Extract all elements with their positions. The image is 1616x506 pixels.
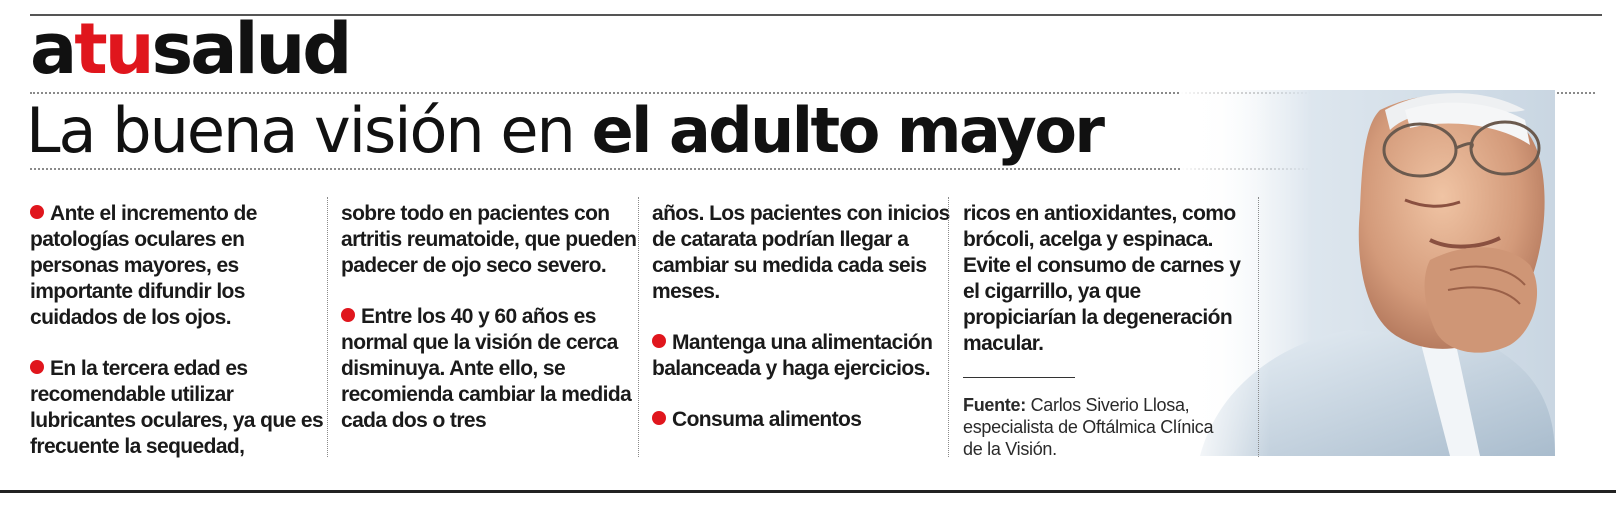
article-column-4 xyxy=(963,201,1253,382)
logo-suffix: salud xyxy=(151,8,350,90)
red-bullet-icon xyxy=(30,360,44,374)
column-separator xyxy=(638,197,639,457)
column-separator xyxy=(327,197,328,457)
column-separator xyxy=(1258,197,1259,457)
logo-prefix: a xyxy=(30,8,75,90)
paragraph xyxy=(652,407,952,433)
logo-accent: tu xyxy=(74,8,152,90)
source-label: Fuente: xyxy=(963,395,1026,415)
paragraph xyxy=(652,201,952,305)
paragraph-text: Consuma alimentos xyxy=(672,408,862,431)
section-logo xyxy=(30,8,350,90)
red-bullet-icon xyxy=(341,308,355,322)
paragraph-text: Mantenga una alimentación balanceada y haga ejercicios. xyxy=(652,331,933,380)
paragraph-text: En la tercera edad es recomendable utilizar lubricantes oculares, ya que es frecuente la sequedad, xyxy=(30,357,324,458)
paragraph-text: Entre los 40 y 60 años es normal que la visión de cerca disminuya. Ante ello, se recomienda cambiar la medida cada dos o tres xyxy=(341,305,632,432)
dotted-divider-headline xyxy=(30,168,1380,170)
paragraph-text: sobre todo en pacientes con artritis reumatoide, que pueden padecer de ojo seco severo. xyxy=(341,202,637,277)
headline-light: La buena visión en xyxy=(26,94,592,167)
red-bullet-icon xyxy=(652,411,666,425)
paragraph-text: Ante el incremento de patologías oculares en personas mayores, es importante difundir los cuidados de los ojos. xyxy=(30,202,257,329)
red-bullet-icon xyxy=(30,205,44,219)
paragraph-text: ricos en antioxidantes, como brócoli, acelga y espinaca. Evite el consumo de carnes y el cigarrillo, ya que propiciarían la degeneración macular. xyxy=(963,202,1241,355)
paragraph xyxy=(652,330,952,382)
source-rule xyxy=(963,377,1075,378)
bottom-rule xyxy=(0,490,1616,493)
article-column-1 xyxy=(30,201,330,485)
paragraph-text: años. Los pacientes con inicios de catarata podrían llegar a cambiar su medida cada seis meses. xyxy=(652,202,950,303)
article-column-2 xyxy=(341,201,641,459)
headline-bold: el adulto mayor xyxy=(591,94,1103,167)
headline xyxy=(26,96,1103,167)
paragraph xyxy=(30,356,330,460)
source-text: Carlos Siverio Llosa, especialista de Oftálmica Clínica de la Visión. xyxy=(963,395,1214,459)
paragraph xyxy=(341,201,641,279)
article-column-3 xyxy=(652,201,952,458)
column-separator xyxy=(948,197,949,457)
paragraph xyxy=(30,201,330,331)
red-bullet-icon xyxy=(652,334,666,348)
source-credit xyxy=(963,394,1223,460)
paragraph xyxy=(963,201,1253,357)
paragraph xyxy=(341,304,641,434)
